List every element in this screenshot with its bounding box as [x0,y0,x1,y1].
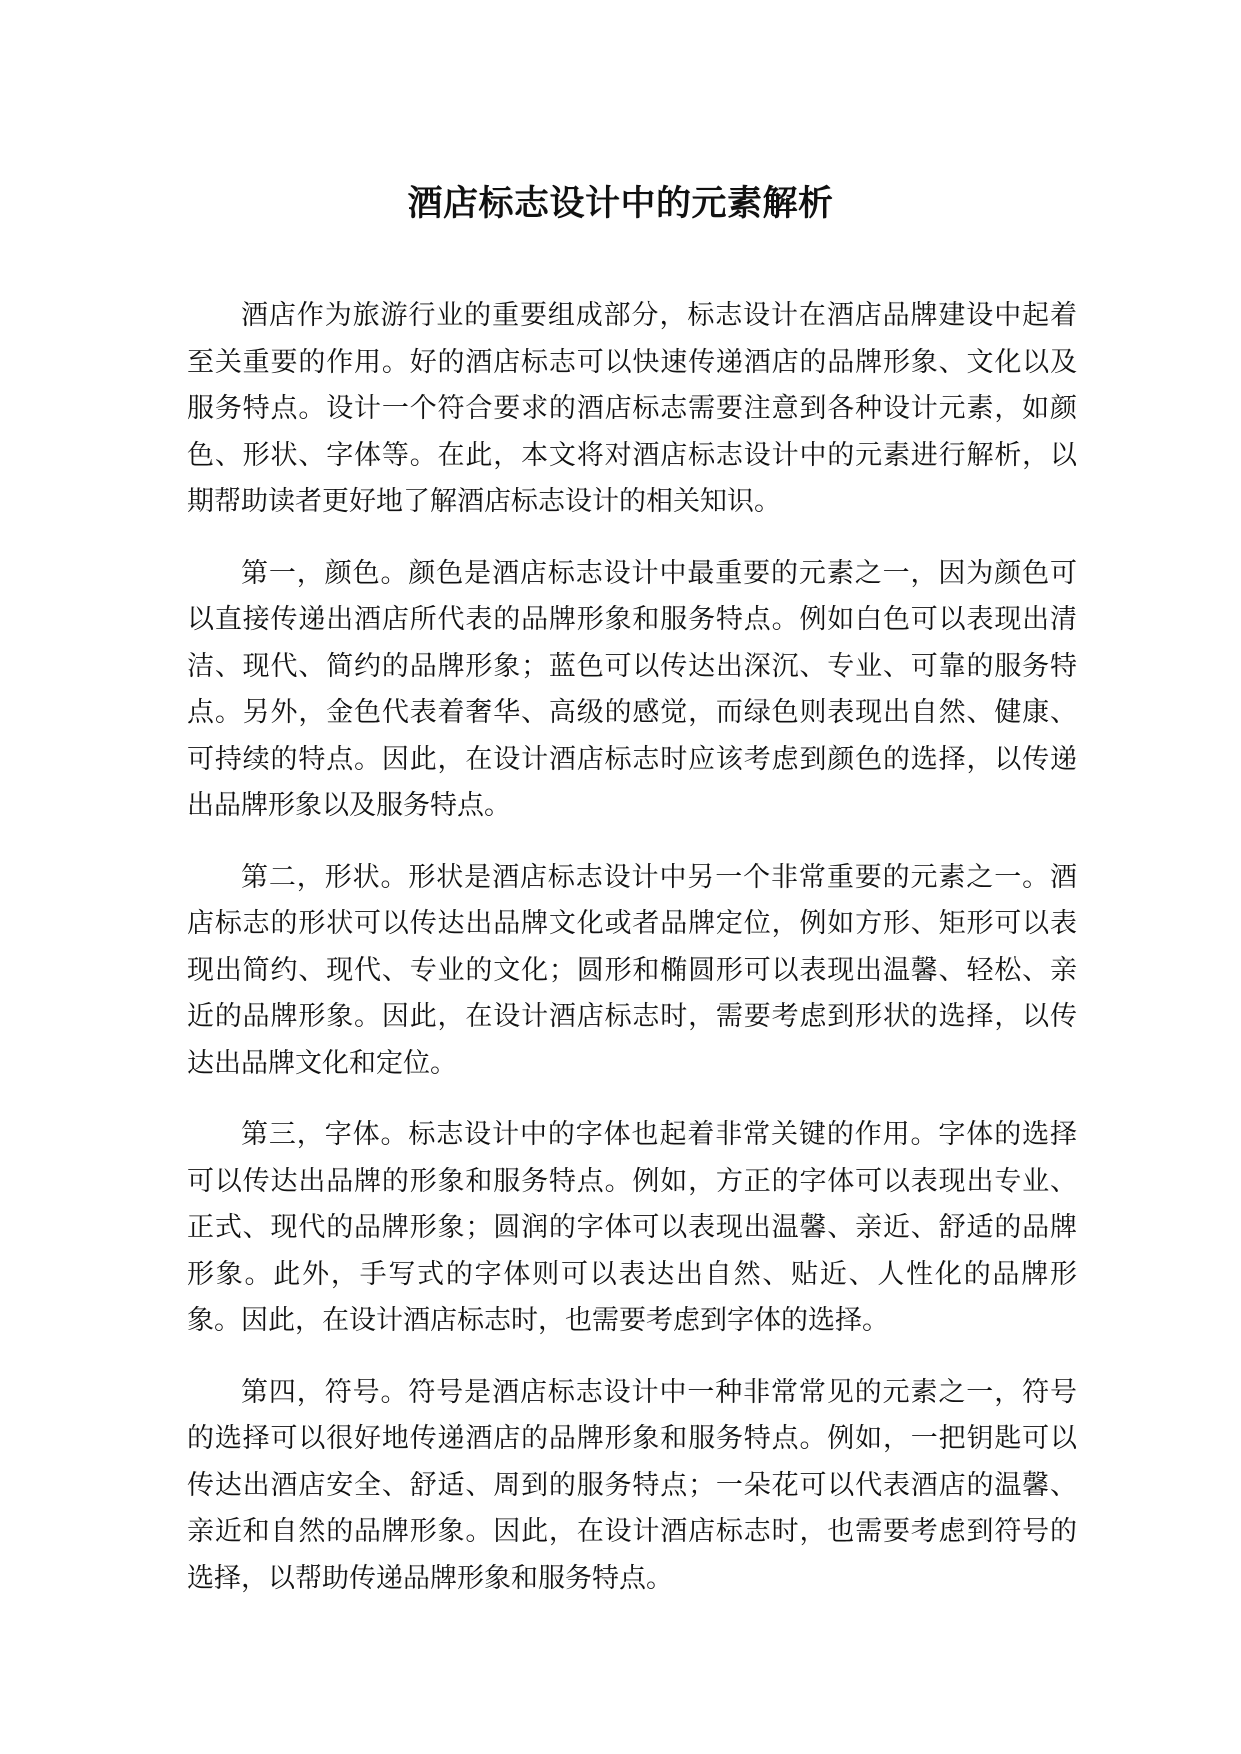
paragraph-font: 第三，字体。标志设计中的字体也起着非常关键的作用。字体的选择可以传达出品牌的形象和服务特点。例如，方正的字体可以表现出专业、正式、现代的品牌形象；圆润的字体可以表现出温馨、亲近、舒适的品牌形象。此外，手写式的字体则可以表达出自然、贴近、人性化的品牌形象。因此，在设计酒店标志时，也需要考虑到字体的选择。 [187,1119,1077,1336]
paragraph-symbol: 第四，符号。符号是酒店标志设计中一种非常常见的元素之一，符号的选择可以很好地传递酒店的品牌形象和服务特点。例如，一把钥匙可以传达出酒店安全、舒适、周到的服务特点；一朵花可以代表酒店的温馨、亲近和自然的品牌形象。因此，在设计酒店标志时，也需要考虑到符号的选择，以帮助传递品牌形象和服务特点。 [187,1376,1077,1594]
document-title: 酒店标志设计中的元素解析 [407,184,834,224]
paragraph-intro: 酒店作为旅游行业的重要组成部分，标志设计在酒店品牌建设中起着至关重要的作用。好的酒店标志可以快速传递酒店的品牌形象、文化以及服务特点。设计一个符合要求的酒店标志需要注意到各种设计元素，如颜色、形状、字体等。在此，本文将对酒店标志设计中的元素进行解析，以期帮助读者更好地了解酒店标志设计的相关知识。 [187,300,1077,517]
paragraph-shape: 第二，形状。形状是酒店标志设计中另一个非常重要的元素之一。酒店标志的形状可以传达出品牌文化或者品牌定位，例如方形、矩形可以表现出简约、现代、专业的文化；圆形和椭圆形可以表现出温馨、轻松、亲近的品牌形象。因此，在设计酒店标志时，需要考虑到形状的选择，以传达出品牌文化和定位。 [187,861,1077,1079]
paragraph-color: 第一，颜色。颜色是酒店标志设计中最重要的元素之一，因为颜色可以直接传递出酒店所代表的品牌形象和服务特点。例如白色可以表现出清洁、现代、简约的品牌形象；蓝色可以传达出深沉、专业、可靠的服务特点。另外，金色代表着奢华、高级的感觉，而绿色则表现出自然、健康、可持续的特点。因此，在设计酒店标志时应该考虑到颜色的选择，以传递出品牌形象以及服务特点。 [187,557,1077,821]
document-body [187,293,1077,1627]
